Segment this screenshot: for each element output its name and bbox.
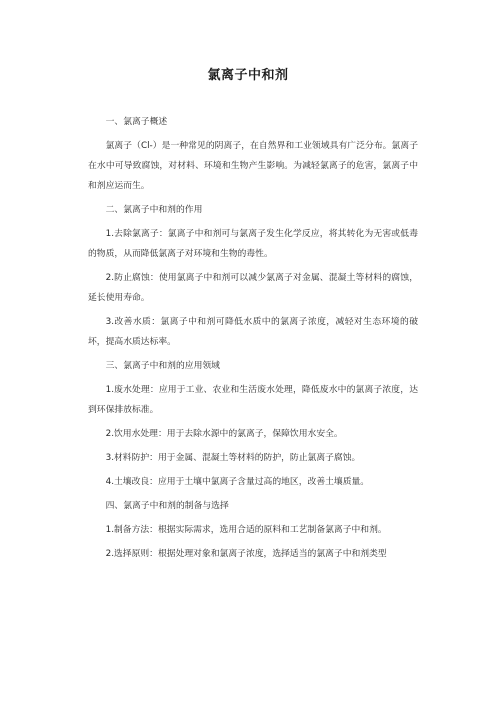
paragraph: 4.土壤改良：应用于土壤中氯离子含量过高的地区，改善土壤质量。 [105, 477, 370, 487]
document-body [88, 112, 418, 568]
section-heading: 二、氯离子中和剂的作用 [105, 205, 203, 215]
section-heading: 一、氯离子概述 [105, 117, 168, 127]
paragraph: 氯离子（Cl-）是一种常见的阴离子，在自然界和工业领域具有广泛分布。氯离子在水中可导致腐蚀，对材料、环境和生物产生影响。为减轻氯离子的危害，氯离子中和剂应运而生。 [88, 141, 418, 191]
paragraph: 1.制备方法：根据实际需求，选用合适的原料和工艺制备氯离子中和剂。 [105, 525, 387, 535]
section-heading: 四、氯离子中和剂的制备与选择 [105, 501, 229, 511]
paragraph: 1.去除氯离子：氯离子中和剂可与氯离子发生化学反应，将其转化为无害或低毒的物质，从而降低氯离子对环境和生物的毒性。 [88, 229, 418, 259]
section-heading: 三、氯离子中和剂的应用领域 [105, 361, 220, 371]
paragraph: 2.饮用水处理：用于去除水源中的氯离子，保障饮用水安全。 [105, 429, 343, 439]
paragraph: 2.防止腐蚀：使用氯离子中和剂可以减少氯离子对金属、混凝土等材料的腐蚀，延长使用寿命。 [88, 273, 418, 303]
page-title: 氯离子中和剂 [207, 68, 289, 83]
paragraph: 1.废水处理：应用于工业、农业和生活废水处理，降低废水中的氯离子浓度，达到环保排放标准。 [88, 385, 418, 415]
paragraph: 2.选择原则：根据处理对象和氯离子浓度，选择适当的氯离子中和剂类型 [105, 549, 387, 559]
paragraph: 3.材料防护：用于金属、混凝土等材料的防护，防止氯离子腐蚀。 [105, 453, 361, 463]
paragraph: 3.改善水质：氯离子中和剂可降低水质中的氯离子浓度，减轻对生态环境的破坏，提高水质达标率。 [88, 317, 418, 347]
